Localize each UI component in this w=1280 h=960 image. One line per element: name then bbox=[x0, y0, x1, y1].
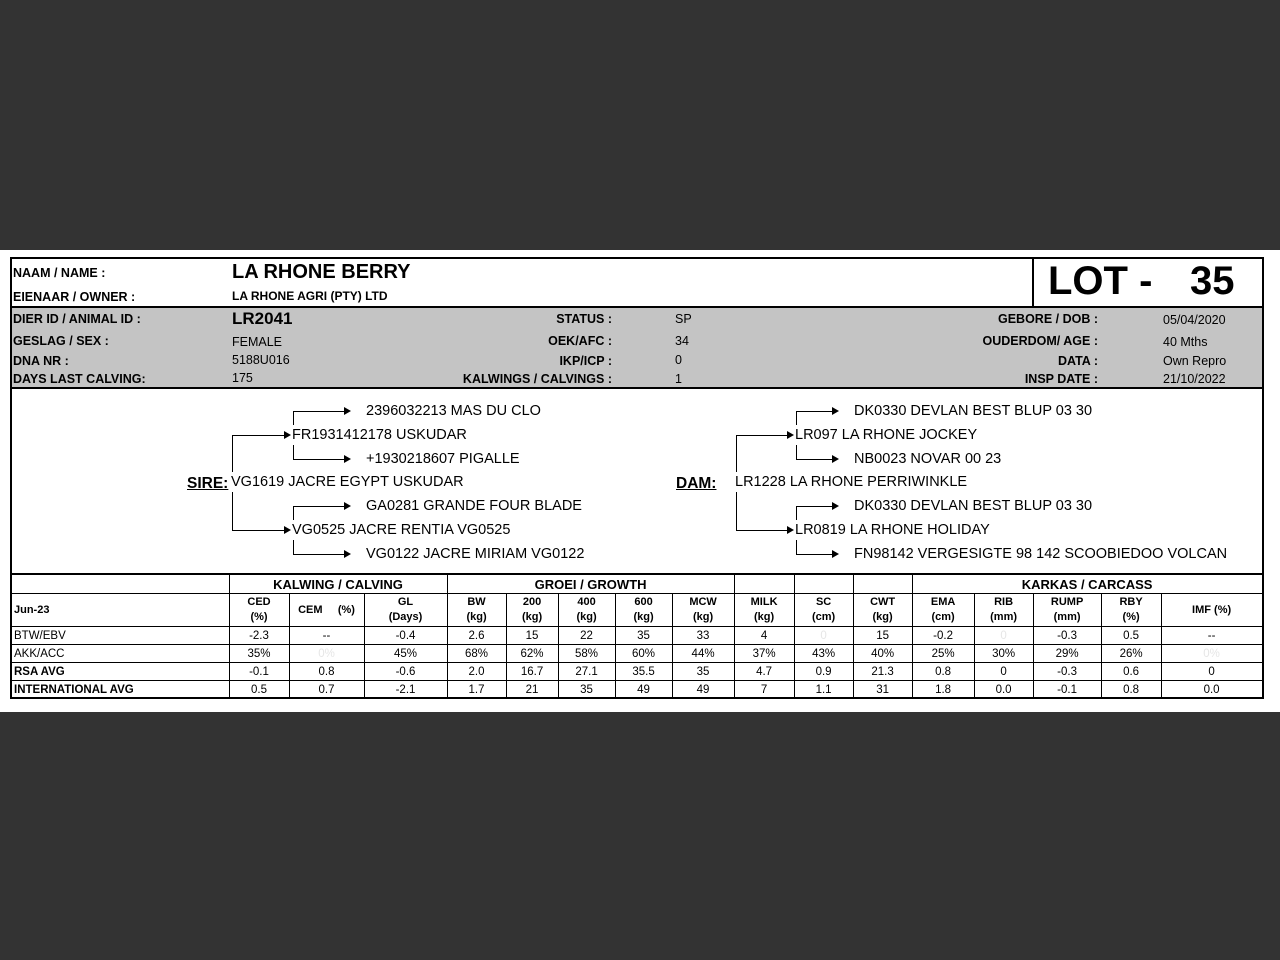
age-value: 40 Mths bbox=[1163, 335, 1208, 349]
arrow-right-icon bbox=[832, 502, 839, 510]
row-label: BTW/EBV bbox=[12, 627, 229, 645]
dam-sire-dam-name: NB0023 NOVAR 00 23 bbox=[854, 451, 1002, 467]
col-header: RUMP (mm) bbox=[1033, 594, 1101, 627]
arrow-right-icon bbox=[832, 407, 839, 415]
ebv-cell: 49 bbox=[672, 681, 734, 699]
connector-line bbox=[736, 492, 737, 530]
ebv-cell: 26% bbox=[1101, 645, 1161, 663]
ebv-cell: 62% bbox=[506, 645, 558, 663]
sire-dam-dam-name: VG0122 JACRE MIRIAM VG0122 bbox=[366, 546, 585, 562]
col-header: 400 (kg) bbox=[558, 594, 615, 627]
ebv-cell: 2.0 bbox=[447, 663, 506, 681]
ebv-cell: 16.7 bbox=[506, 663, 558, 681]
animal-id-label: DIER ID / ANIMAL ID : bbox=[13, 312, 141, 326]
ebv-cell: 4.7 bbox=[734, 663, 794, 681]
sire-sire-dam-name: +1930218607 PIGALLE bbox=[366, 451, 520, 467]
calvings-value: 1 bbox=[675, 372, 682, 386]
arrow-right-icon bbox=[344, 407, 351, 415]
ebv-cell: -0.3 bbox=[1033, 627, 1101, 645]
animal-id-value: LR2041 bbox=[232, 309, 293, 328]
sire-label: SIRE: bbox=[187, 475, 229, 492]
row-label: RSA AVG bbox=[12, 663, 229, 681]
connector-line bbox=[293, 554, 345, 555]
ebv-cell: 35.5 bbox=[615, 663, 672, 681]
group-calving: KALWING / CALVING bbox=[229, 574, 447, 594]
dam-label: DAM: bbox=[676, 475, 717, 492]
arrow-right-icon bbox=[787, 431, 794, 439]
dna-label: DNA NR : bbox=[13, 354, 69, 368]
arrow-right-icon bbox=[284, 526, 291, 534]
arrow-right-icon bbox=[832, 455, 839, 463]
ebv-cell: 0 bbox=[974, 627, 1033, 645]
connector-line bbox=[796, 459, 833, 460]
col-header: CWT (kg) bbox=[853, 594, 912, 627]
ebv-group-header-row bbox=[12, 574, 1262, 594]
col-header: MCW (kg) bbox=[672, 594, 734, 627]
group-cwt-blank bbox=[853, 574, 912, 594]
ebv-cell: 1.7 bbox=[447, 681, 506, 699]
sire-sire-sire-name: 2396032213 MAS DU CLO bbox=[366, 403, 541, 419]
sire-sire-name: FR1931412178 USKUDAR bbox=[292, 427, 467, 443]
ebv-cell: 0.8 bbox=[912, 663, 974, 681]
group-growth: GROEI / GROWTH bbox=[447, 574, 734, 594]
dam-sire-sire-name: DK0330 DEVLAN BEST BLUP 03 30 bbox=[854, 403, 1093, 419]
arrow-right-icon bbox=[344, 550, 351, 558]
connector-line bbox=[796, 506, 797, 520]
ebv-cell: 0 bbox=[794, 627, 853, 645]
days-calving-value: 175 bbox=[232, 371, 253, 385]
connector-line bbox=[293, 445, 294, 459]
connector-line bbox=[796, 506, 833, 507]
icp-label: IKP/ICP : bbox=[559, 354, 612, 368]
group-milk-blank bbox=[734, 574, 794, 594]
ebv-cell: 27.1 bbox=[558, 663, 615, 681]
connector-line bbox=[293, 540, 294, 554]
owner-label: EIENAAR / OWNER : bbox=[13, 290, 136, 304]
connector-line bbox=[796, 554, 833, 555]
animal-info-band bbox=[12, 306, 1262, 389]
col-header: 600 (kg) bbox=[615, 594, 672, 627]
ebv-cell: 35 bbox=[558, 681, 615, 699]
col-header: IMF (%) bbox=[1161, 594, 1262, 627]
ebv-cell: 29% bbox=[1033, 645, 1101, 663]
ebv-cell: 49 bbox=[615, 681, 672, 699]
days-calving-label: DAYS LAST CALVING: bbox=[13, 372, 146, 386]
dna-value: 5188U016 bbox=[232, 353, 290, 367]
dam-dam-sire-name: DK0330 DEVLAN BEST BLUP 03 30 bbox=[854, 498, 1093, 514]
ebv-cell: -- bbox=[1161, 627, 1262, 645]
period-label: Jun-23 bbox=[12, 594, 229, 627]
col-header: GL (Days) bbox=[364, 594, 447, 627]
arrow-right-icon bbox=[284, 431, 291, 439]
table-row bbox=[12, 681, 1262, 699]
ebv-cell: 0% bbox=[1161, 645, 1262, 663]
sex-label: GESLAG / SEX : bbox=[13, 334, 109, 348]
ebv-cell: 0% bbox=[289, 645, 364, 663]
ebv-cell: 15 bbox=[853, 627, 912, 645]
arrow-right-icon bbox=[344, 502, 351, 510]
group-sc-blank bbox=[794, 574, 853, 594]
arrow-right-icon bbox=[832, 550, 839, 558]
ebv-cell: 35 bbox=[615, 627, 672, 645]
lot-box bbox=[1032, 259, 1262, 307]
ebv-cell: 43% bbox=[794, 645, 853, 663]
age-label: OUDERDOM/ AGE : bbox=[982, 334, 1098, 348]
arrow-right-icon bbox=[787, 526, 794, 534]
data-value: Own Repro bbox=[1163, 354, 1227, 368]
connector-line bbox=[796, 411, 833, 412]
connector-line bbox=[293, 411, 294, 425]
connector-line bbox=[796, 540, 797, 554]
ebv-cell: 58% bbox=[558, 645, 615, 663]
connector-line bbox=[796, 411, 797, 425]
ebv-cell: 25% bbox=[912, 645, 974, 663]
ebv-cell: 15 bbox=[506, 627, 558, 645]
dam-sire-name: LR097 LA RHONE JOCKEY bbox=[795, 427, 978, 443]
connector-line bbox=[232, 435, 285, 436]
sire-dam-name: VG0525 JACRE RENTIA VG0525 bbox=[292, 522, 511, 538]
connector-line bbox=[796, 445, 797, 459]
ebv-cell: 0.9 bbox=[794, 663, 853, 681]
connector-line bbox=[736, 435, 788, 436]
ebv-cell: -0.1 bbox=[1033, 681, 1101, 699]
ebv-cell: -0.1 bbox=[229, 663, 289, 681]
ebv-cell: 45% bbox=[364, 645, 447, 663]
ebv-cell: 0.0 bbox=[1161, 681, 1262, 699]
row-label: AKK/ACC bbox=[12, 645, 229, 663]
ebv-cell: 37% bbox=[734, 645, 794, 663]
group-carcass: KARKAS / CARCASS bbox=[912, 574, 1262, 594]
sire-name: VG1619 JACRE EGYPT USKUDAR bbox=[231, 474, 464, 490]
ebv-cell: 60% bbox=[615, 645, 672, 663]
ebv-cell: 7 bbox=[734, 681, 794, 699]
ebv-cell: 35 bbox=[672, 663, 734, 681]
arrow-right-icon bbox=[344, 455, 351, 463]
ebv-cell: 0 bbox=[1161, 663, 1262, 681]
connector-line bbox=[293, 411, 345, 412]
sheet-frame bbox=[10, 257, 1264, 699]
ebv-cell: 35% bbox=[229, 645, 289, 663]
col-header: RIB (mm) bbox=[974, 594, 1033, 627]
ebv-column-header-row bbox=[12, 594, 1262, 627]
status-label: STATUS : bbox=[556, 312, 612, 326]
ebv-cell: 0.7 bbox=[289, 681, 364, 699]
data-label: DATA : bbox=[1057, 354, 1098, 368]
connector-line bbox=[232, 492, 233, 530]
owner-value: LA RHONE AGRI (PTY) LTD bbox=[232, 289, 388, 303]
ebv-cell: 4 bbox=[734, 627, 794, 645]
ebv-cell: 30% bbox=[974, 645, 1033, 663]
sale-lot-sheet bbox=[0, 250, 1280, 712]
ebv-cell: -0.2 bbox=[912, 627, 974, 645]
ebv-cell: -2.1 bbox=[364, 681, 447, 699]
connector-line bbox=[293, 506, 294, 520]
ebv-cell: -0.6 bbox=[364, 663, 447, 681]
row-label: INTERNATIONAL AVG bbox=[12, 681, 229, 699]
status-value: SP bbox=[675, 312, 692, 326]
ebv-cell: 1.1 bbox=[794, 681, 853, 699]
col-header: SC (cm) bbox=[794, 594, 853, 627]
connector-line bbox=[736, 435, 737, 472]
insp-date-value: 21/10/2022 bbox=[1163, 372, 1226, 386]
col-header: CED (%) bbox=[229, 594, 289, 627]
ebv-cell: 0.5 bbox=[229, 681, 289, 699]
ebv-cell: 0 bbox=[974, 663, 1033, 681]
col-header: BW (kg) bbox=[447, 594, 506, 627]
connector-line bbox=[293, 459, 345, 460]
sex-value: FEMALE bbox=[232, 335, 283, 349]
ebv-table bbox=[12, 573, 1263, 699]
dam-name: LR1228 LA RHONE PERRIWINKLE bbox=[735, 474, 968, 490]
ebv-cell: 0.5 bbox=[1101, 627, 1161, 645]
dob-label: GEBORE / DOB : bbox=[997, 312, 1098, 326]
connector-line bbox=[293, 506, 345, 507]
ebv-cell: 2.6 bbox=[447, 627, 506, 645]
lot-label: LOT - bbox=[1048, 259, 1153, 303]
animal-name: LA RHONE BERRY bbox=[232, 261, 411, 283]
ebv-cell: 22 bbox=[558, 627, 615, 645]
ebv-cell: 1.8 bbox=[912, 681, 974, 699]
dam-dam-dam-name: FN98142 VERGESIGTE 98 142 SCOOBIEDOO VOLCAN bbox=[854, 546, 1228, 562]
afc-label: OEK/AFC : bbox=[548, 334, 612, 348]
afc-value: 34 bbox=[675, 334, 689, 348]
sire-dam-sire-name: GA0281 GRANDE FOUR BLADE bbox=[366, 498, 582, 514]
connector-line bbox=[232, 435, 233, 472]
ebv-cell: -0.3 bbox=[1033, 663, 1101, 681]
ebv-cell: -2.3 bbox=[229, 627, 289, 645]
col-header: CEM (%) bbox=[289, 594, 364, 627]
ebv-cell: 0.8 bbox=[1101, 681, 1161, 699]
ebv-cell: 40% bbox=[853, 645, 912, 663]
ebv-cell: 0.0 bbox=[974, 681, 1033, 699]
table-row bbox=[12, 627, 1262, 645]
connector-line bbox=[736, 530, 788, 531]
table-row bbox=[12, 663, 1262, 681]
icp-value: 0 bbox=[675, 353, 682, 367]
insp-date-label: INSP DATE : bbox=[1024, 372, 1098, 386]
dob-value: 05/04/2020 bbox=[1163, 313, 1226, 327]
col-header: MILK (kg) bbox=[734, 594, 794, 627]
name-label: NAAM / NAME : bbox=[13, 266, 106, 280]
ebv-cell: 0.8 bbox=[289, 663, 364, 681]
ebv-cell: -- bbox=[289, 627, 364, 645]
lot-number: 35 bbox=[1190, 259, 1235, 303]
table-row bbox=[12, 645, 1262, 663]
ebv-cell: 21.3 bbox=[853, 663, 912, 681]
ebv-cell: 68% bbox=[447, 645, 506, 663]
ebv-cell: 31 bbox=[853, 681, 912, 699]
ebv-cell: -0.4 bbox=[364, 627, 447, 645]
connector-line bbox=[232, 530, 285, 531]
col-header: 200 (kg) bbox=[506, 594, 558, 627]
ebv-cell: 0.6 bbox=[1101, 663, 1161, 681]
ebv-cell: 44% bbox=[672, 645, 734, 663]
calvings-label: KALWINGS / CALVINGS : bbox=[462, 372, 612, 386]
dam-dam-name: LR0819 LA RHONE HOLIDAY bbox=[795, 522, 990, 538]
col-header: RBY (%) bbox=[1101, 594, 1161, 627]
ebv-corner-cell bbox=[12, 574, 229, 594]
ebv-cell: 21 bbox=[506, 681, 558, 699]
ebv-cell: 33 bbox=[672, 627, 734, 645]
col-header: EMA (cm) bbox=[912, 594, 974, 627]
